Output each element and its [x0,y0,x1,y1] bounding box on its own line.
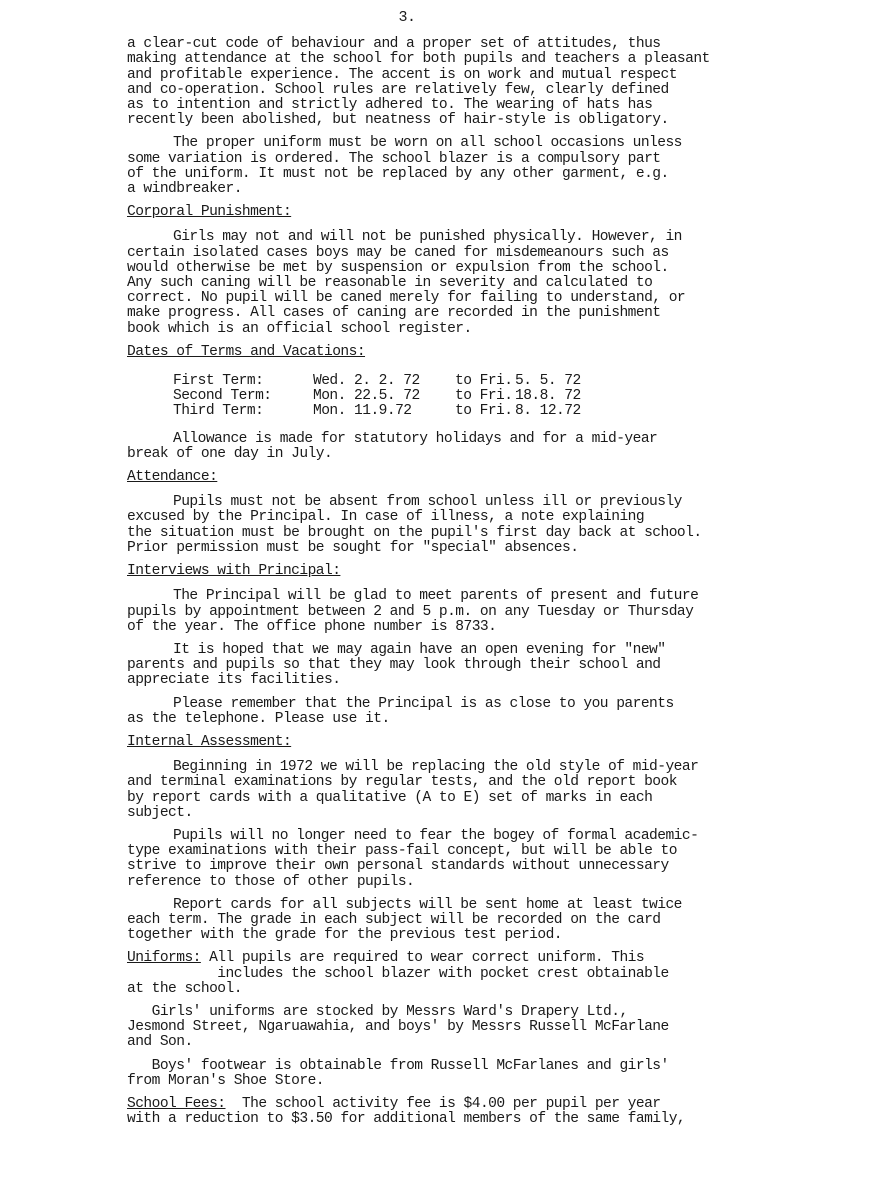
corporal-paragraph: Girls may not and will not be punished physically. However, in certain isolated cases boys may be caned for misdemeanours such as would otherwise be met by suspension or expulsion from the school. Any such caning will be reasonable in severity and calculated to correct. No pupil will be caned merely for failing to understand, or make progress. All cases of caning are recorded in the punishment book which is an official school register. [127,229,686,337]
uniforms-stockists: Girls' uniforms are stocked by Messrs Ward's Drapery Ltd., Jesmond Street, Ngaruawahia, and boys' by Messrs Russell McFarlane and Son. [127,1003,669,1051]
uniforms-footwear: Boys' footwear is obtainable from Russell McFarlanes and girls' from Moran's Shoe Store. [127,1057,669,1089]
uniform-paragraph: The proper uniform must be worn on all school occasions unless some variation is ordered. The school blazer is a compulsory part of the uniform. It must not be replaced by any other garment, e.g. a windbreaker. [127,135,682,198]
term-name: Second Term: [173,388,272,405]
term-end: 18.8. 72 [515,388,581,405]
term-end: 5. 5. 72 [515,373,581,390]
assessment-heading-text: Internal Assessment: [127,733,292,750]
term-row [173,389,817,404]
fees-paragraph [127,1097,817,1127]
term-to: to Fri. [455,388,513,405]
interviews-heading [127,564,817,579]
fees-heading: School Fees: [127,1095,226,1112]
terms-table [173,374,817,420]
interviews-paragraph-2: It is hoped that we may again have an open evening for "new" parents and pupils so that they may look through their school and appreciate its facilities. [127,641,666,689]
corporal-heading [127,205,817,220]
term-to: to Fri. [455,373,513,390]
assessment-paragraph-3: Report cards for all subjects will be sent home at least twice each term. The grade in each subject will be recorded on the card together with the grade for the previous test period. [127,896,682,944]
interviews-paragraph-3: Please remember that the Principal is as close to you parents as the telephone. Please use it. [127,695,674,727]
corporal-heading-text: Corporal Punishment: [127,204,292,221]
assessment-paragraph-2: Pupils will no longer need to fear the bogey of formal academic- type examinations with their pass-fail concept, but will be able to strive to improve their own personal standards without unnecessary reference to those of other pupils. [127,827,699,890]
interviews-paragraph-1: The Principal will be glad to meet parents of present and future pupils by appointment between 2 and 5 p.m. on any Tuesday or Thursday of the year. The office phone number is 8733. [127,588,699,635]
attendance-heading [127,470,817,485]
dates-note: Allowance is made for statutory holidays and for a mid-year break of one day in July. [127,430,658,462]
document-page [127,10,817,1135]
page-number: 3. [398,9,416,26]
uniforms-text-1: All pupils are required to wear correct uniform. This includes the school blazer with pocket crest obtainable at the school. [127,950,669,997]
term-end: 8. 12.72 [515,403,581,420]
term-start: Mon. 22.5. 72 [313,388,420,405]
term-start: Wed. 2. 2. 72 [313,373,420,390]
dates-heading [127,345,817,360]
interviews-heading-text: Interviews with Principal: [127,563,341,580]
term-name: Third Term: [173,403,264,420]
attendance-paragraph: Pupils must not be absent from school unless ill or previously excused by the Principal. In case of illness, a note explaining the situation must be brought on the pupil's first day back at school. Prior permission must be sought for "special" absences. [127,494,702,556]
uniforms-paragraph [127,951,817,997]
assessment-paragraph-1: Beginning in 1972 we will be replacing the old style of mid-year and terminal examinations by regular tests, and the old report book by report cards with a qualitative (A to E) set of marks in each subject. [127,759,699,821]
dates-heading-text: Dates of Terms and Vacations: [127,343,366,360]
attendance-heading-text: Attendance: [127,469,218,486]
term-row [173,404,817,419]
fees-text: The school activity fee is $4.00 per pupil per year with a reduction to $3.50 for additional members of the same family, [127,1095,686,1128]
assessment-heading [127,735,817,750]
term-name: First Term: [173,373,264,390]
uniforms-heading: Uniforms: [127,950,201,967]
intro-paragraph: a clear-cut code of behaviour and a proper set of attitudes, thus making attendance at the school for both pupils and teachers a pleasant and profitable experience. The accent is on work and mutual respect and co-operation. School rules are relatively few, clearly defined as to intention and strictly adhered to. The wearing of hats has recently been abolished, but neatness of hair-style is obligatory. [127,36,710,129]
term-to: to Fri. [455,403,513,420]
term-start: Mon. 11.9.72 [313,403,412,420]
term-row [173,374,817,389]
